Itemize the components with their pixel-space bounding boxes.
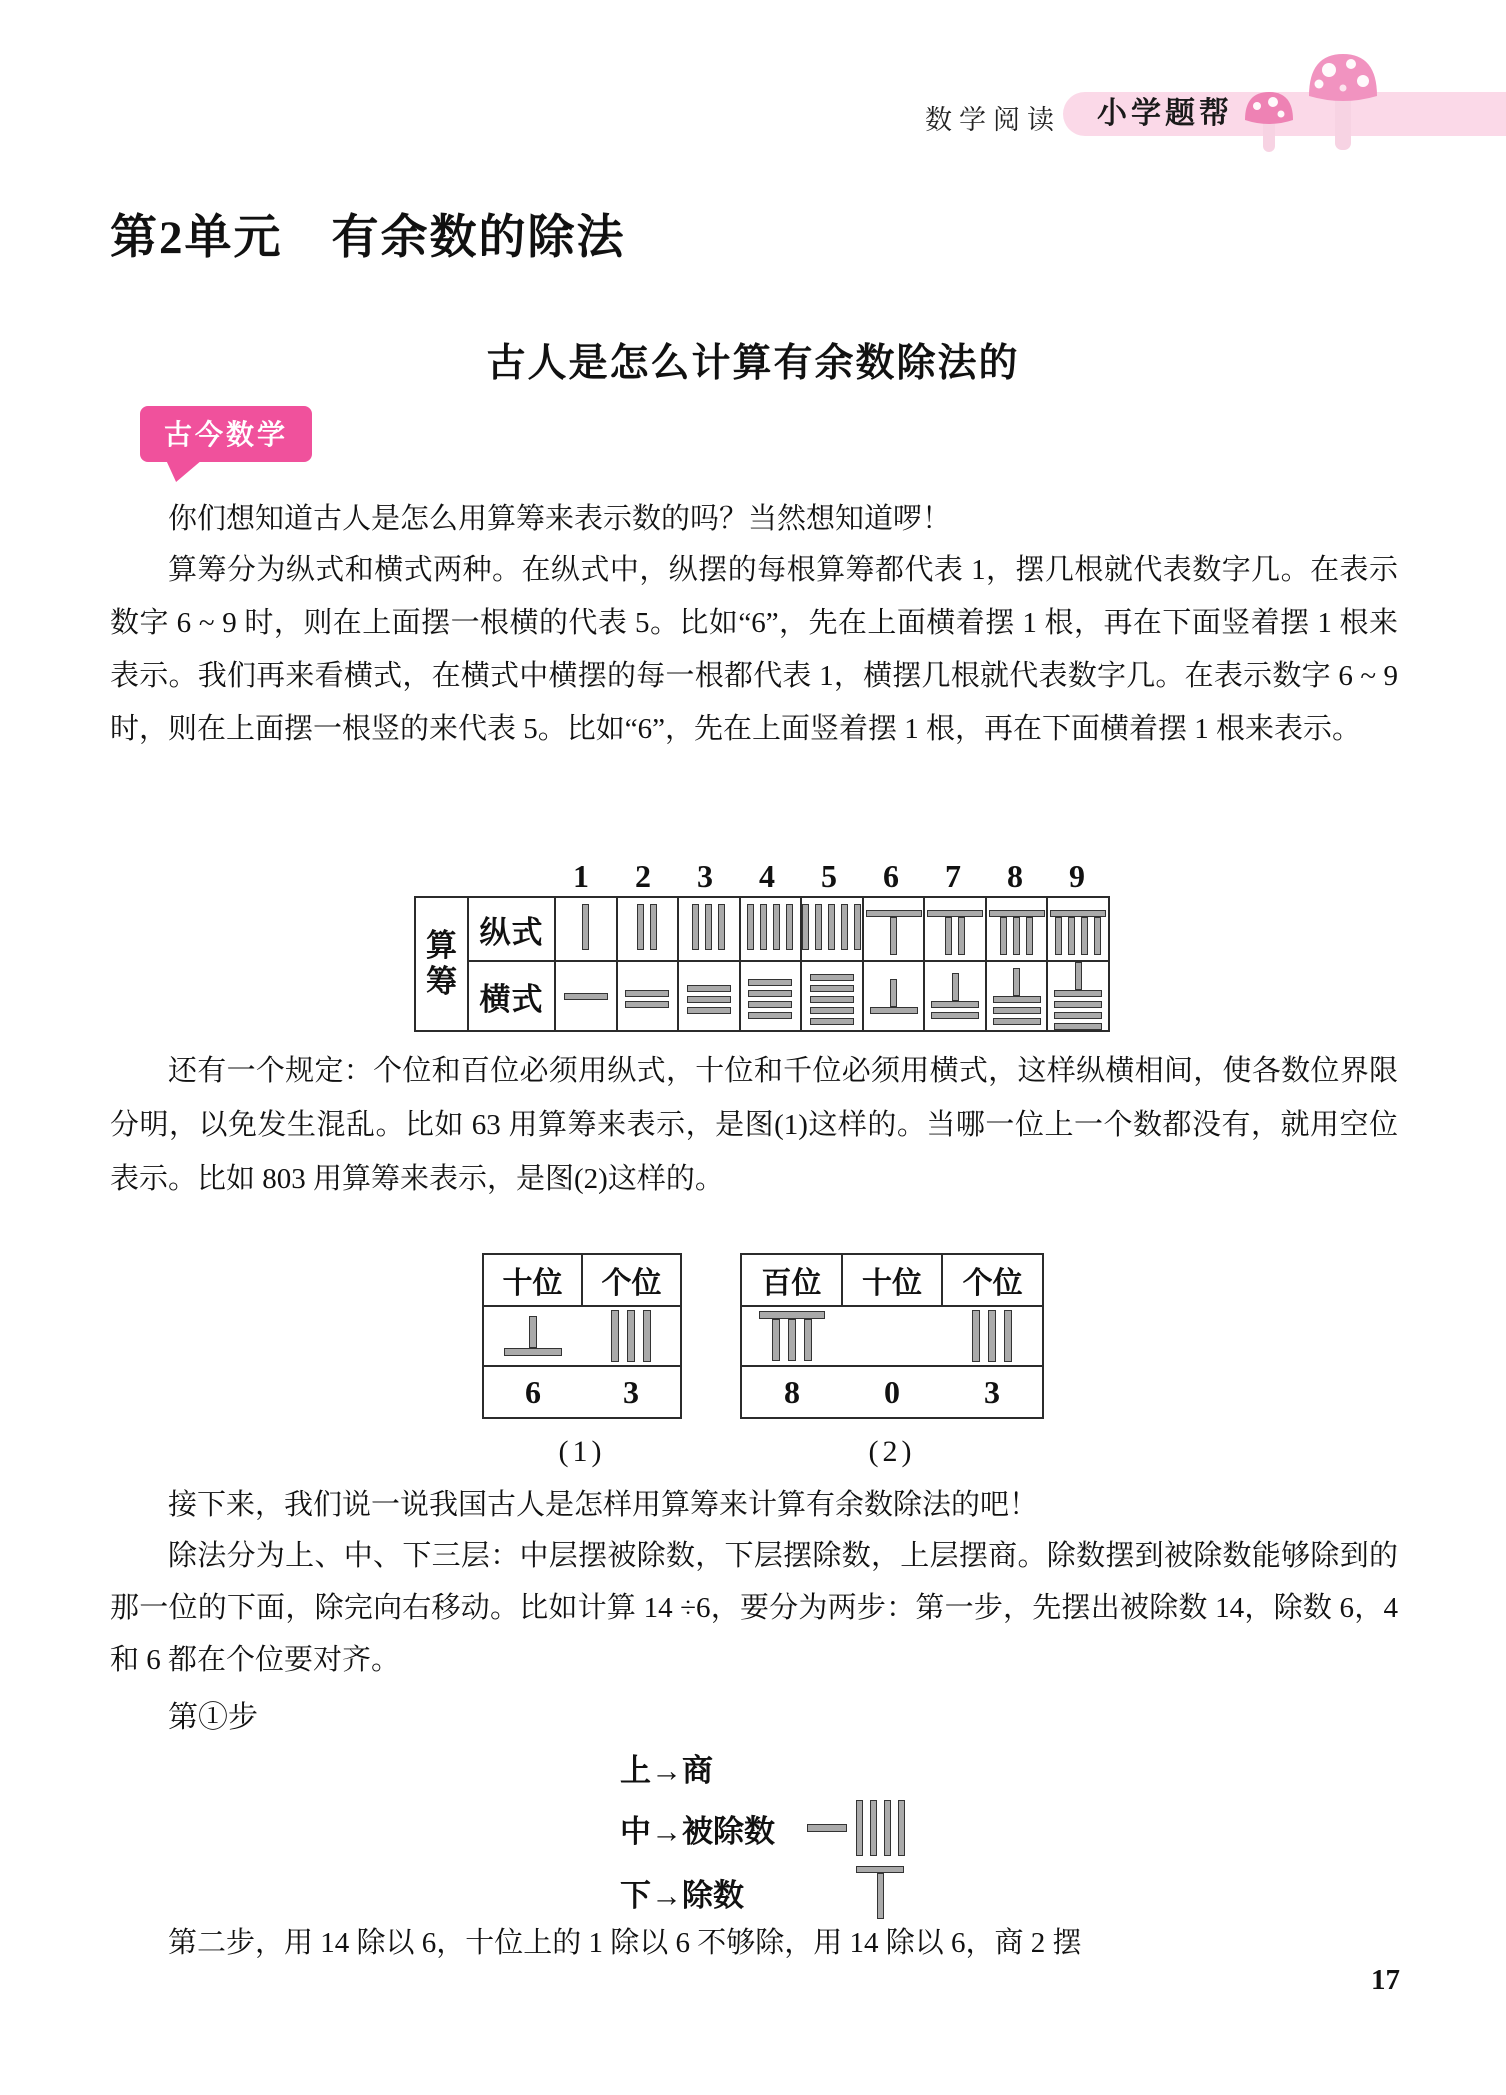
rod-bar (773, 904, 780, 950)
figure-digit: 6 (525, 1373, 541, 1410)
figure-digit-slots (484, 1374, 680, 1411)
counting-rods (692, 904, 725, 950)
diagram-rod-slot (804, 1824, 850, 1832)
rod-bar (927, 910, 983, 917)
rod-bar (718, 904, 725, 950)
rod-cell (555, 897, 617, 961)
figure-digit: 0 (884, 1373, 900, 1410)
rod-bar (748, 990, 792, 997)
rod-bar (856, 1866, 904, 1873)
counting-rods (637, 904, 657, 950)
rod-bar (945, 917, 952, 955)
rod-table-number-row (550, 858, 1114, 896)
figure-caption: (1) (558, 1435, 606, 1468)
counting-rods-sub (931, 1001, 979, 1019)
rod-bar (866, 910, 922, 917)
counting-rods-sub (1055, 917, 1101, 955)
rod-bar (786, 904, 793, 950)
rod-bar (504, 1348, 562, 1356)
place-value-header: 十位 (842, 1254, 943, 1306)
section-badge: 古今数学 (140, 406, 312, 462)
rod-bar (989, 910, 1045, 917)
rod-cell (555, 961, 617, 1031)
page-number: 17 (1371, 1964, 1400, 1996)
rod-form-label: 横式 (468, 961, 555, 1031)
rod-table-row (415, 961, 1109, 1031)
rod-column-number: 6 (883, 858, 899, 894)
figure-rod-cell (741, 1306, 1043, 1366)
rod-bar (841, 904, 848, 950)
counting-rods (810, 974, 854, 1025)
paragraph-3: 还有一个规定：个位和百位必须用纵式，十位和千位必须用横式，这样纵横相间，使各数位界限分明，以免发生混乱。比如 63 用算筹来表示，是图(1)这样的。当哪一位上一个数都没有，就用空位表示。比如 803 用算筹来表示，是图(2)这样的。 (110, 1055, 1398, 1195)
unit-title: 第2单元 有余数的除法 (110, 212, 626, 264)
rod-cell (617, 897, 679, 961)
rod-cell (801, 897, 863, 961)
figure-header-row (741, 1254, 1043, 1306)
counting-rods (802, 904, 861, 950)
figure-digit-cell (741, 1366, 1043, 1418)
place-value-header: 个位 (582, 1254, 681, 1306)
rod-bar (687, 985, 731, 992)
paragraph-5: 除法分为上、中、下三层：中层摆被除数，下层摆除数，上层摆商。除数摆到被除数能够除到的那一位的下面，除完向右移动。比如计算 14 ÷6，要分为两步：第一步，先摆出被除数 14，除数 6，4 和 6 都在个位要对齐。 (110, 1540, 1398, 1676)
figure-digit: 3 (623, 1373, 639, 1410)
rod-bar (1068, 917, 1075, 955)
rod-form-label: 纵式 (468, 897, 555, 961)
rod-bar (1004, 1310, 1012, 1362)
rod-bar (564, 993, 608, 1000)
rod-bar (1075, 962, 1082, 990)
rod-column-number: 8 (1007, 858, 1023, 894)
rod-bar (890, 917, 897, 955)
counting-rods-sub (993, 996, 1041, 1025)
figure-digit-slots (742, 1374, 1042, 1411)
figure-digit-row (483, 1366, 681, 1418)
rod-bar (815, 904, 822, 950)
figure-rod-slot (484, 1316, 582, 1356)
rod-bar (692, 904, 699, 950)
rod-bar (854, 904, 861, 950)
counting-rods (1050, 910, 1106, 955)
counting-rods-sub (945, 917, 965, 955)
counting-rods-sub (877, 1873, 884, 1919)
rod-cell (863, 961, 925, 1031)
step-1-heading: 第①步 (168, 1701, 258, 1734)
rod-bar (760, 904, 767, 950)
paragraph-6: 第二步，用 14 除以 6，十位上的 1 除以 6 不够除，用 14 除以 6，商 2 摆 (168, 1927, 1082, 1959)
rod-bar (1055, 917, 1062, 955)
rod-column-number: 4 (759, 858, 775, 894)
rod-bar (1050, 910, 1106, 917)
counting-rods (748, 979, 792, 1019)
counting-rods (564, 993, 608, 1000)
figure-caption: (2) (868, 1435, 916, 1468)
rod-bar (856, 1800, 863, 1856)
brand-name: 小学题帮 (1097, 97, 1233, 130)
counting-rods (870, 979, 918, 1014)
diagram-rod-slot (850, 1800, 910, 1856)
rod-bar (804, 1319, 812, 1361)
rod-column-number: 5 (821, 858, 837, 894)
diagram-label: 中→被除数 (620, 1813, 775, 1849)
rod-bar (705, 904, 712, 950)
figure-rod-row (483, 1306, 681, 1366)
rod-cell (924, 897, 986, 961)
paragraph-4: 接下来，我们说一说我国古人是怎样用算筹来计算有余数除法的吧！ (168, 1489, 1039, 1521)
place-value-header: 个位 (942, 1254, 1043, 1306)
counting-rods (993, 968, 1041, 1025)
figure-rod-slots (742, 1310, 1042, 1362)
rod-column-number: 2 (635, 858, 651, 894)
place-value-header: 十位 (483, 1254, 582, 1306)
diagram-row (620, 1800, 910, 1856)
diagram-label: 下→除数 (620, 1878, 744, 1913)
figure-header-row (483, 1254, 681, 1306)
corner-char: 算 (426, 928, 457, 963)
rod-bar (650, 904, 657, 950)
counting-rod-table (414, 858, 1114, 1032)
rod-cell (740, 961, 802, 1031)
rod-bar (898, 1800, 905, 1856)
rod-bar (1054, 1001, 1102, 1008)
paragraph-1: 你们想知道古人是怎么用算筹来表示数的吗？当然想知道啰！ (168, 503, 952, 535)
counting-rods (582, 904, 589, 950)
figure-digit-cell (483, 1366, 681, 1418)
figure-2-803 (740, 1253, 1044, 1469)
rod-bar (1013, 917, 1020, 955)
counting-rods-sub (870, 1007, 918, 1014)
rod-cell (740, 897, 802, 961)
rod-bar (958, 917, 965, 955)
rod-cell (678, 961, 740, 1031)
rod-cell (924, 961, 986, 1031)
counting-rods (759, 1311, 825, 1361)
rod-cell (863, 897, 925, 961)
rod-cell (678, 897, 740, 961)
rod-bar (1000, 917, 1007, 955)
rod-bar (529, 1316, 537, 1348)
figure-digit: 8 (784, 1373, 800, 1410)
rod-bar (952, 973, 959, 1001)
rod-column-number: 9 (1069, 858, 1085, 894)
rod-bar (625, 990, 669, 997)
counting-rods-sub (1054, 990, 1102, 1030)
rod-bar (877, 1873, 884, 1919)
rod-bar (625, 1001, 669, 1008)
diagram-label: 上→商 (620, 1753, 713, 1788)
rod-bar (931, 1012, 979, 1019)
rod-bar (810, 1018, 854, 1025)
figure-rod-row (741, 1306, 1043, 1366)
counting-rods (625, 990, 669, 1008)
place-value-header: 百位 (741, 1254, 842, 1306)
rod-table-row (415, 897, 1109, 961)
rod-bar (582, 904, 589, 950)
rod-cell (801, 961, 863, 1031)
paragraph-2: 算筹分为纵式和横式两种。在纵式中，纵摆的每根算筹都代表 1，摆几根就代表数字几。在表示数字 6 ~ 9 时，则在上面摆一根横的代表 5。比如“6”，先在上面横着摆 1 根，再在下面竖着摆 1 根来表示。我们再来看横式，在横式中横摆的每一根都代表 1，横摆几根就代表数字几。在表示数字 6 ~ 9 时，则在上面摆一根竖的来代表 5。比如“6”，先在上面竖着摆 1 根，再在下面横着摆 1 根来表示。 (110, 554, 1398, 745)
figure-rod-slots (484, 1310, 680, 1362)
rod-bar (884, 1800, 891, 1856)
rod-bar (890, 979, 897, 1007)
rod-cell (986, 897, 1048, 961)
counting-rods (856, 1866, 904, 1919)
figure-rod-slot (742, 1311, 842, 1361)
place-value-table-body (741, 1254, 1043, 1418)
counting-rods-sub (890, 917, 897, 955)
rod-bar (611, 1310, 619, 1362)
counting-rods (1054, 962, 1102, 1030)
counting-rods (972, 1310, 1012, 1362)
rod-bar (643, 1310, 651, 1362)
figure-digit: 3 (984, 1373, 1000, 1410)
lesson-title: 古人是怎么计算有余数除法的 (486, 342, 1020, 385)
rod-bar (627, 1310, 635, 1362)
figure-digit-row (741, 1366, 1043, 1418)
counting-rods (611, 1310, 651, 1362)
diagram-row (620, 1745, 910, 1790)
figure-rod-slot (942, 1310, 1042, 1362)
rod-bar (1081, 917, 1088, 955)
corner-char: 筹 (426, 964, 457, 999)
rod-cell (1047, 961, 1109, 1031)
rod-column-number: 1 (573, 858, 589, 894)
rod-bar (747, 904, 754, 950)
rod-bar (637, 904, 644, 950)
rod-bar (870, 1800, 877, 1856)
counting-rods-sub (504, 1348, 562, 1356)
counting-rods (807, 1824, 847, 1832)
rod-bar (1054, 1012, 1102, 1019)
diagram-rod-slot (850, 1866, 910, 1919)
rod-bar (931, 1001, 979, 1008)
counting-rods (866, 910, 922, 955)
figure-rod-slot (582, 1310, 680, 1362)
rod-bar (810, 1007, 854, 1014)
rod-bar (807, 1824, 847, 1832)
counting-rods (747, 904, 793, 950)
rod-bar (772, 1319, 780, 1361)
counting-rods (504, 1316, 562, 1356)
rod-table-corner-label (415, 897, 468, 1031)
division-layers-diagram (620, 1745, 910, 1929)
rod-bar (687, 1007, 731, 1014)
rod-bar (993, 1018, 1041, 1025)
rod-bar (759, 1311, 825, 1319)
rod-bar (993, 996, 1041, 1003)
header-section-label: 数学阅读 (925, 105, 1061, 135)
rod-bar (748, 979, 792, 986)
rod-cell (617, 961, 679, 1031)
place-value-table (482, 1253, 682, 1419)
counting-rods (989, 910, 1045, 955)
diagram-row (620, 1866, 910, 1919)
rod-bar (687, 996, 731, 1003)
rod-bar (1094, 917, 1101, 955)
counting-rods (931, 973, 979, 1019)
rod-bar (788, 1319, 796, 1361)
rod-bar (748, 1012, 792, 1019)
rod-bar (748, 1001, 792, 1008)
rod-bar (1054, 990, 1102, 997)
figure-rod-cell (483, 1306, 681, 1366)
counting-rods (856, 1800, 905, 1856)
counting-rods-sub (1000, 917, 1033, 955)
rod-bar (972, 1310, 980, 1362)
rod-bar (828, 904, 835, 950)
rod-bar (993, 1007, 1041, 1014)
rod-bar (1026, 917, 1033, 955)
rod-bar (810, 985, 854, 992)
figure-1-63 (482, 1253, 682, 1469)
rod-column-number: 3 (697, 858, 713, 894)
rod-bar (810, 974, 854, 981)
rod-bar (870, 1007, 918, 1014)
rod-bar (1013, 968, 1020, 996)
place-value-table-body (483, 1254, 681, 1418)
rod-column-number: 7 (945, 858, 961, 894)
rod-table (414, 896, 1110, 1032)
rod-bar (810, 996, 854, 1003)
rod-cell (1047, 897, 1109, 961)
mushroom-logo-icon (1235, 48, 1410, 158)
rod-bar (802, 904, 809, 950)
place-value-table (740, 1253, 1044, 1419)
rod-bar (1054, 1023, 1102, 1030)
counting-rods-sub (772, 1319, 812, 1361)
counting-rods (687, 985, 731, 1014)
counting-rods (927, 910, 983, 955)
rod-cell (986, 961, 1048, 1031)
rod-bar (988, 1310, 996, 1362)
